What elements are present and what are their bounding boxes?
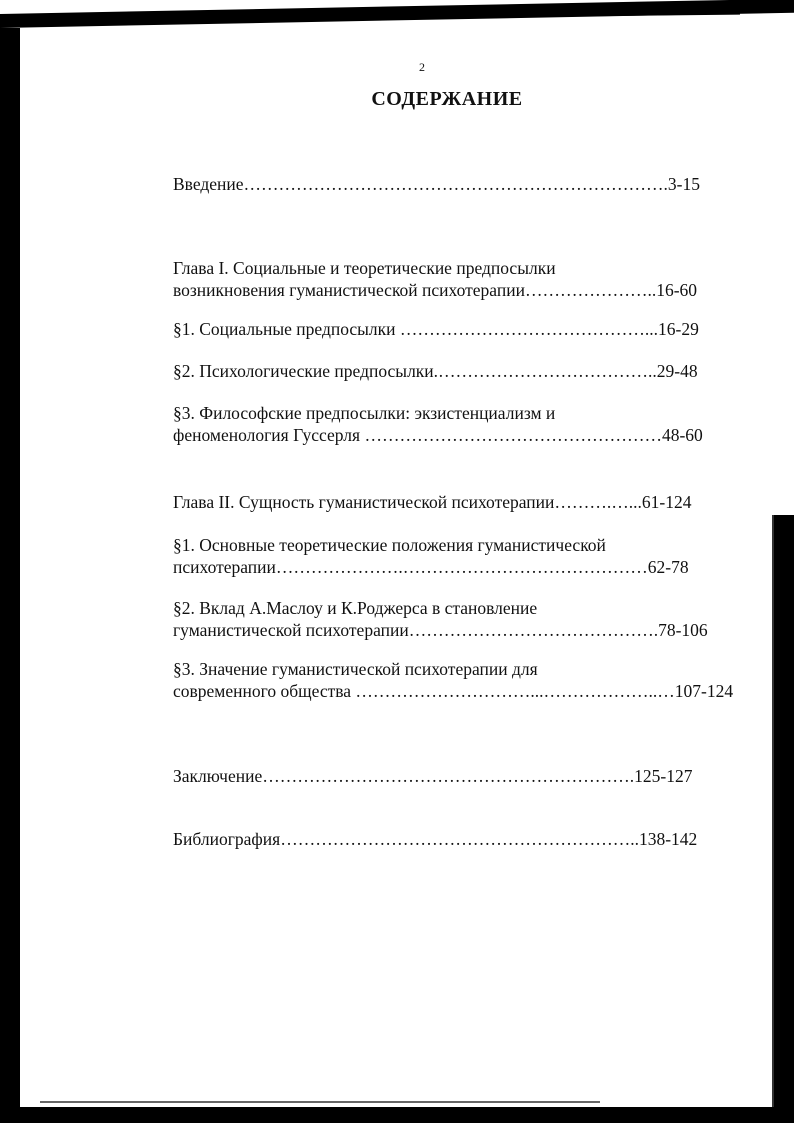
toc-entry-ch1-section-1 [173, 318, 699, 340]
toc-page-range: 61-124 [641, 492, 692, 512]
toc-leader: ………………….…………………………………… [275, 557, 648, 577]
scan-border-bottom [20, 1107, 780, 1123]
toc-entry-line [173, 765, 692, 787]
toc-entry-line [173, 828, 697, 850]
toc-entry-label: Глава II. Сущность гуманистической психотерапии [173, 492, 555, 512]
toc-entry-label: §1. Социальные предпосылки [173, 319, 400, 339]
toc-entry-chapter-1 [173, 257, 697, 301]
toc-entry-label: §2. Психологические предпосылки. [173, 361, 439, 381]
toc-page-range: 48-60 [661, 425, 703, 445]
toc-entry-line [173, 491, 691, 513]
toc-leader: …………………………………………………….. [280, 829, 639, 849]
toc-entry-heading: §2. Вклад А.Маслоу и К.Роджерса в становление [173, 598, 538, 618]
toc-page-range: 78-106 [658, 620, 708, 640]
toc-entry-ch2-section-1 [173, 534, 689, 578]
toc-page-range: 62-78 [647, 557, 689, 577]
scan-border-left [0, 28, 20, 1123]
toc-page-range: 138-142 [638, 829, 698, 849]
toc-leader: …………………………...………………..… [355, 681, 675, 701]
toc-entry-bibliography [173, 828, 697, 850]
toc-page-range: 16-60 [656, 280, 698, 300]
toc-entry-label: современного общества [173, 681, 356, 701]
toc-entry-line [173, 680, 733, 702]
toc-page-range: 16-29 [658, 319, 699, 339]
toc-entry-ch2-section-3 [173, 658, 733, 702]
toc-entry-heading: Глава I. Социальные и теоретические предпосылки [173, 258, 556, 278]
toc-leader: ………………………………………………………………. [243, 174, 668, 194]
toc-entry-heading: §1. Основные теоретические положения гуманистической [173, 535, 606, 555]
toc-page-range: 29-48 [656, 361, 698, 381]
toc-leader: …………………………………………… [364, 425, 662, 445]
toc-entry-line [173, 556, 689, 578]
toc-entry-heading: §3. Значение гуманистической психотерапии для [173, 659, 538, 679]
toc-entry-line [173, 424, 703, 446]
toc-entry-conclusion [173, 765, 692, 787]
toc-entry-line [173, 279, 697, 301]
toc-page-range: 125-127 [634, 766, 693, 786]
toc-entry-line [173, 360, 698, 382]
toc-entry-ch2-section-2 [173, 597, 708, 641]
toc-leader: ……………………………………... [399, 319, 659, 339]
toc-entry-line [173, 619, 708, 641]
toc-page-range: 107-124 [674, 681, 734, 701]
toc-leader: ……….…... [554, 492, 642, 512]
toc-leader: ………………………………………………………. [262, 766, 635, 786]
toc-entry-label: феноменология Гуссерля [173, 425, 365, 445]
toc-entry-label: гуманистической психотерапии [173, 620, 409, 640]
toc-entry-label: психотерапии [173, 557, 276, 577]
toc-entry-label: Библиография [173, 829, 281, 849]
toc-entry-label: Введение [173, 174, 244, 194]
toc-entry-label: возникновения гуманистической психотерапии [173, 280, 525, 300]
scan-line-bottom [40, 1101, 600, 1103]
toc-entry-heading: §3. Философские предпосылки: экзистенциализм и [173, 403, 556, 423]
toc-leader: ………………….. [524, 280, 657, 300]
page-title: СОДЕРЖАНИЕ [371, 88, 523, 110]
scan-border-right [774, 515, 794, 1123]
toc-entry-line [173, 318, 699, 340]
toc-entry-ch1-section-3 [173, 402, 703, 446]
toc-leader: ……………………………………. [408, 620, 659, 640]
toc-entry-ch1-section-2 [173, 360, 698, 382]
toc-page-range: 3-15 [667, 174, 700, 194]
toc-entry-label: Заключение [173, 766, 263, 786]
toc-entry-chapter-2 [173, 491, 691, 513]
toc-entry-intro [173, 173, 700, 195]
toc-leader: ……………………………….. [438, 361, 657, 381]
toc-entry-line [173, 173, 700, 195]
page-number: 2 [419, 60, 425, 74]
